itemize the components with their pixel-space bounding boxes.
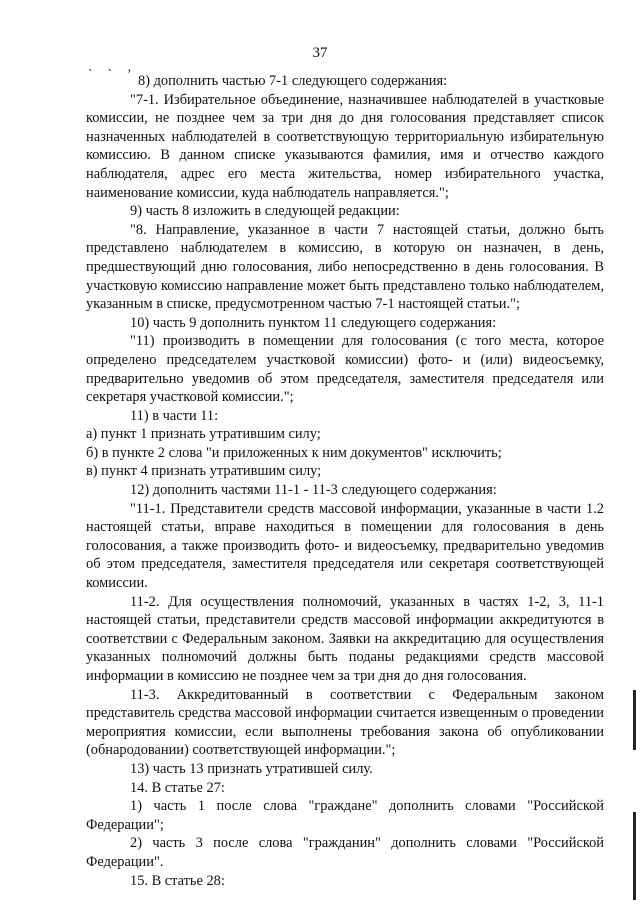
scan-edge-mark [633, 690, 636, 750]
paragraph: 1) часть 1 после слова "граждане" дополнить словами "Российской Федерации"; [86, 798, 604, 833]
paragraph: "11) производить в помещении для голосования (с того места, которое определено председателем участковой комиссии) фото- и (или) видеосъемку, предварительно уведомив об этом председателя, заместителя председателя или секретаря участковой комиссии."; [86, 333, 604, 406]
scan-edge-mark [633, 812, 636, 900]
paragraph: а) пункт 1 признать утратившим силу; [86, 426, 321, 443]
paragraph: 14. В статье 27: [130, 779, 225, 796]
paragraph: 11-2. Для осуществления полномочий, указанных в частях 1-2, 3, 11-1 настоящей статьи, представители средств массовой информации аккредитуются в соответствии с Федеральным законом. Заявки на аккредитацию для осуществления указанных полномочий должны быть поданы редакциями средств массовой информации в комиссию не позднее чем за три дня до дня голосования. [86, 593, 604, 684]
paragraph: 10) часть 9 дополнить пунктом 11 следующего содержания: [130, 314, 497, 331]
paragraph: 13) часть 13 признать утратившей силу. [130, 760, 373, 777]
paragraph: 12) дополнить частями 11-1 - 11-3 следующего содержания: [130, 482, 497, 499]
paragraph: 15. В статье 28: [130, 872, 225, 889]
paragraph: 2) часть 3 после слова "гражданин" дополнить словами "Российской Федерации". [86, 835, 604, 870]
paragraph: "11-1. Представители средств массовой информации, указанные в части 1.2 настоящей статьи, вправе находиться в помещении для голосования в день голосования, а также производить фото- и видеосъемку, предварительно уведомив об этом председателя, заместителя председателя или секретаря соответствующей комиссии. [86, 500, 604, 592]
document-body [86, 72, 604, 890]
paragraph: 11) в части 11: [130, 407, 219, 424]
scan-marks: ` ` ’ [88, 66, 138, 81]
paragraph: "8. Направление, указанное в части 7 настоящей статьи, должно быть представлено наблюдателем в комиссию, в которую он назначен, в день, предшествующий дню голосования, либо непосредственно в день голосования. В участковую комиссию направление может быть представлено только наблюдателем, указанным в списке, предусмотренном частью 7-1 настоящей статьи."; [86, 221, 604, 313]
paragraph: "7-1. Избирательное объединение, назначившее наблюдателей в участковые комиссии, не позднее чем за три дня до дня голосования представляет список назначенных наблюдателей в соответствующую территориальную избирательную комиссию. В данном списке указываются фамилия, имя и отчество каждого наблюдателя, адрес его места жительства, номер избирательного участка, наименование комиссии, куда наблюдатель направляется."; [86, 91, 604, 201]
paragraph: 9) часть 8 изложить в следующей редакции: [130, 203, 400, 220]
paragraph: б) в пункте 2 слова "и приложенных к ним документов" исключить; [86, 444, 502, 461]
page-number: 37 [312, 45, 328, 61]
paragraph: 8) дополнить частью 7-1 следующего содержания: [138, 73, 448, 89]
paragraph: 11-3. Аккредитованный в соответствии с Федеральным законом представитель средства массовой информации считается извещенным о проведении мероприятия комиссии, если выполнены требования закона об опубликовании (обнародовании) соответствующей информации."; [86, 686, 604, 759]
paragraph: в) пункт 4 признать утратившим силу; [86, 463, 322, 480]
